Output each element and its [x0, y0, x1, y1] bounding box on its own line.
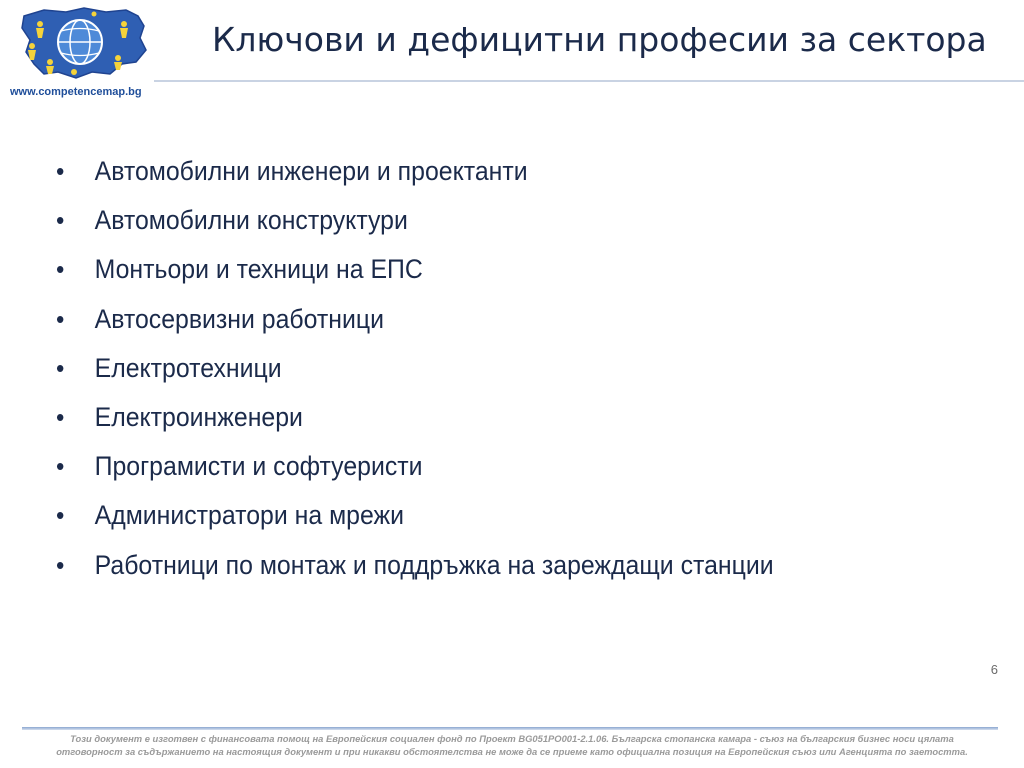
bullet-text: Програмисти и софтуеристи — [94, 451, 423, 482]
list-item — [56, 544, 774, 593]
list-item — [56, 248, 774, 297]
bullet-text: Електротехници — [94, 352, 282, 383]
header-divider — [154, 80, 1024, 82]
bullet-list — [56, 150, 836, 593]
bullet-icon: • — [56, 451, 65, 482]
bullet-icon: • — [56, 254, 65, 285]
bullet-text: Електроинженери — [94, 401, 303, 432]
bullet-icon: • — [56, 401, 65, 432]
site-url[interactable]: www.competencemap.bg — [10, 86, 142, 98]
slide-title: Ключови и дефицитни професии за сектора — [212, 20, 987, 59]
list-item — [56, 494, 774, 543]
footer-disclaimer-line-1: Този документ е изготвен с финансовата помощ на Европейския социален фонд по Проект BG051PO001-2.1.06. Българска стопанска камара - съюз на българския бизнес носи цялата — [70, 733, 954, 744]
bullet-text: Автомобилни конструктури — [94, 205, 408, 236]
list-item — [56, 445, 774, 494]
bullet-text: Монтьори и техници на ЕПС — [94, 254, 423, 285]
bullet-text: Автосервизни работници — [94, 303, 384, 334]
list-item — [56, 298, 774, 347]
bullet-icon: • — [56, 352, 65, 383]
bullet-icon: • — [56, 205, 65, 236]
footer-divider — [22, 727, 998, 730]
bullet-text: Работници по монтаж и поддръжка на зареждащи станции — [94, 549, 774, 580]
bulgaria-map-globe-logo-icon — [14, 2, 154, 84]
bullet-icon: • — [56, 500, 65, 531]
bullet-text: Администратори на мрежи — [94, 500, 404, 531]
list-item — [56, 199, 774, 248]
bullet-icon: • — [56, 156, 65, 186]
bullet-text: Автомобилни инженери и проектанти — [94, 156, 528, 186]
list-item — [56, 396, 774, 445]
list-item — [56, 347, 774, 396]
bullet-icon: • — [56, 303, 65, 334]
page-number: 6 — [990, 662, 998, 677]
footer-disclaimer — [20, 732, 1004, 758]
list-item — [56, 150, 774, 199]
footer-disclaimer-line-2: отговорност за съдържанието на настоящия документ и при никакви обстоятелства не може да се приеме като официална позиция на Европейския съюз или Агенцията по заетостта. — [56, 746, 968, 757]
bullet-icon: • — [56, 549, 65, 580]
